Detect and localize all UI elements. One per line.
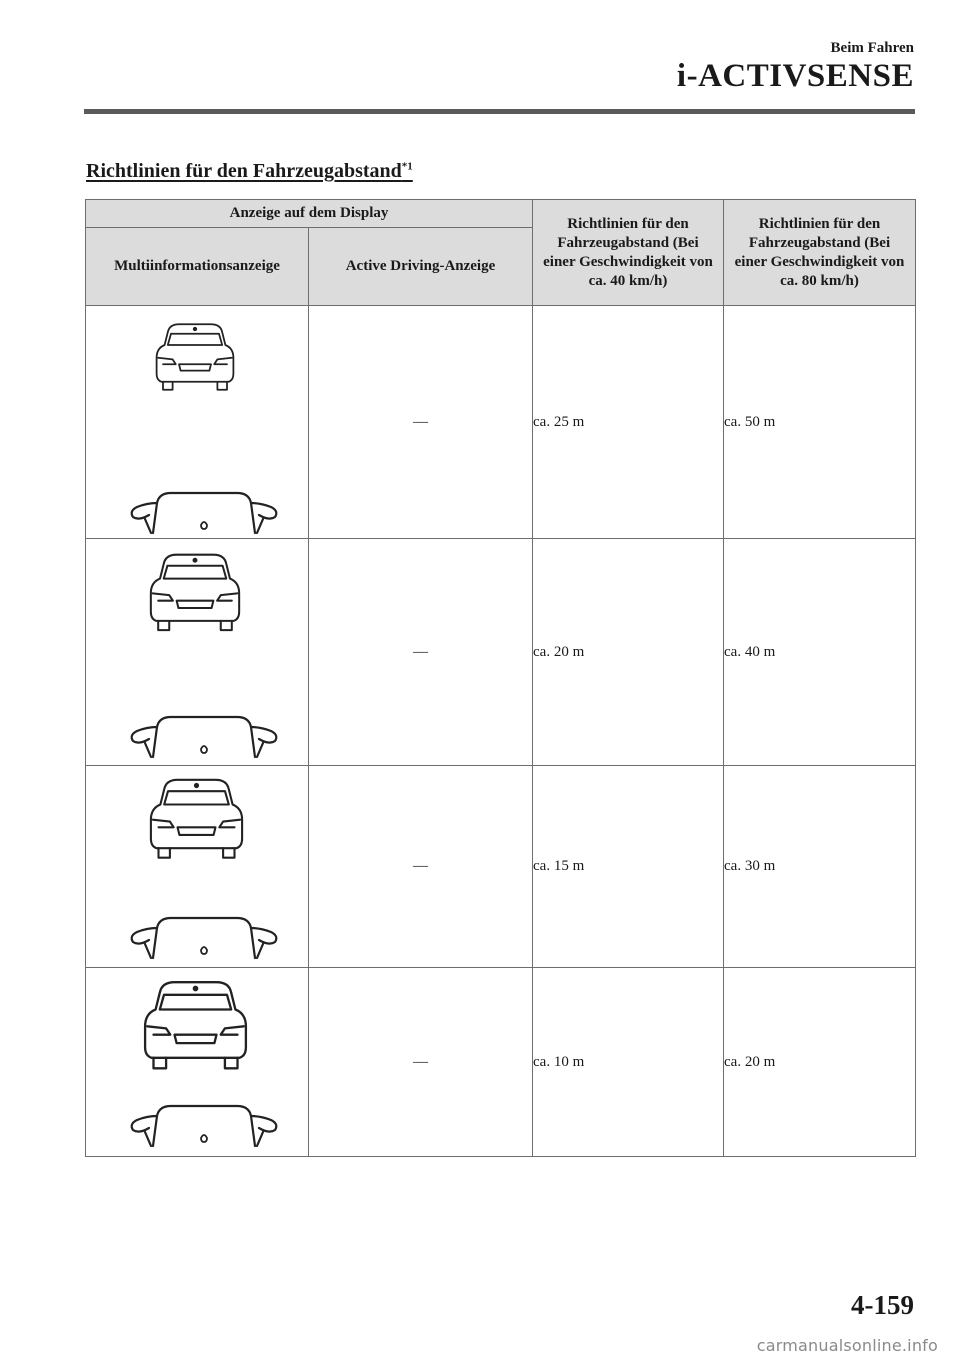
page-number: 4-159: [851, 1290, 914, 1320]
active-driving-cell: —: [309, 766, 533, 968]
header-section-label: Beim Fahren: [830, 40, 914, 56]
car-distance-medium-far-icon: [87, 539, 308, 764]
header-divider: [84, 109, 915, 114]
distance-40-cell: ca. 15 m: [533, 766, 724, 968]
header-distance-40: Richtlinien für den Fahrzeugabstand (Bei einer Geschwindigkeit von ca. 40 km/h): [533, 200, 724, 306]
section-heading-text: Richtlinien für den Fahrzeugabstand: [86, 160, 402, 182]
distance-guide-table: [85, 199, 916, 1157]
active-driving-cell: —: [309, 539, 533, 766]
active-driving-cell: —: [309, 306, 533, 539]
distance-40-cell: ca. 20 m: [533, 539, 724, 766]
footnote-marker: *1: [401, 160, 413, 173]
header-multi-info: Multiinformationsanzeige: [86, 228, 309, 306]
display-cell: [86, 539, 309, 766]
display-cell: [86, 306, 309, 539]
header-distance-80: Richtlinien für den Fahrzeugabstand (Bei einer Geschwindigkeit von ca. 80 km/h): [724, 200, 916, 306]
display-cell: [86, 968, 309, 1157]
table-row: [86, 306, 916, 539]
watermark: carmanualsonline.info: [756, 1336, 938, 1355]
active-driving-cell: —: [309, 968, 533, 1157]
distance-80-cell: ca. 30 m: [724, 766, 916, 968]
display-cell: [86, 766, 309, 968]
header-display: Anzeige auf dem Display: [86, 200, 533, 228]
car-distance-far-icon: [87, 306, 308, 537]
header-title: i-ACTIVSENSE: [676, 58, 914, 94]
car-distance-near-icon: [87, 968, 308, 1155]
distance-80-cell: ca. 40 m: [724, 539, 916, 766]
header-active-driving: Active Driving-Anzeige: [309, 228, 533, 306]
car-distance-medium-near-icon: [87, 766, 308, 966]
distance-80-cell: ca. 50 m: [724, 306, 916, 539]
distance-40-cell: ca. 25 m: [533, 306, 724, 539]
table-row: [86, 766, 916, 968]
distance-40-cell: ca. 10 m: [533, 968, 724, 1157]
section-heading: [86, 160, 413, 183]
table-row: [86, 539, 916, 766]
table-row: [86, 968, 916, 1157]
distance-80-cell: ca. 20 m: [724, 968, 916, 1157]
